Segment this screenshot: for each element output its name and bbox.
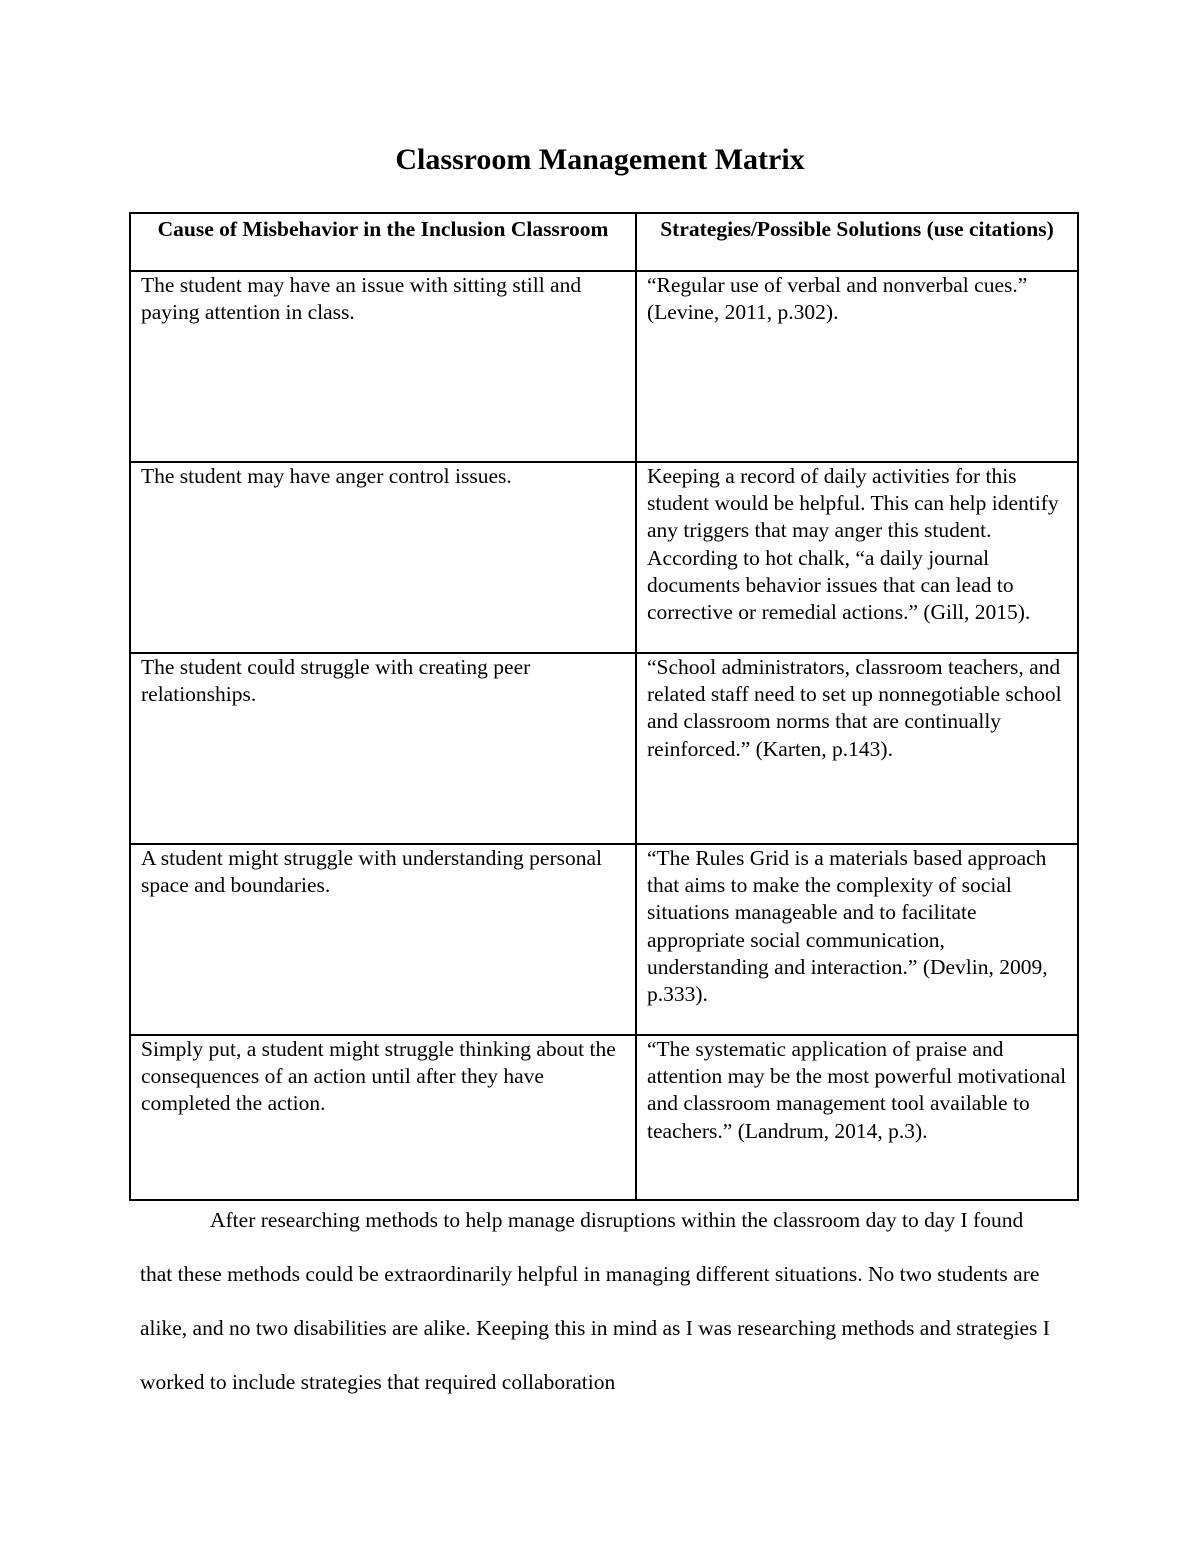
body-paragraph <box>140 1193 1060 1409</box>
table-row <box>130 844 1078 1035</box>
cause-cell: The student may have anger control issues. <box>130 462 636 653</box>
cause-cell: The student could struggle with creating peer relationships. <box>130 653 636 844</box>
strategy-cell: “School administrators, classroom teachers, and related staff need to set up nonnegotiable school and classroom norms that are continually reinforced.” (Karten, p.143). <box>636 653 1078 844</box>
cause-cell: A student might struggle with understanding personal space and boundaries. <box>130 844 636 1035</box>
cause-cell: Simply put, a student might struggle thinking about the consequences of an action until after they have completed the action. <box>130 1035 636 1200</box>
classroom-management-matrix <box>129 212 1079 1201</box>
table-header-row <box>130 213 1078 271</box>
strategy-cell: “The systematic application of praise and attention may be the most powerful motivational and classroom management tool available to teachers.” (Landrum, 2014, p.3). <box>636 1035 1078 1200</box>
header-strategies: Strategies/Possible Solutions (use citations) <box>636 213 1078 271</box>
page-title: Classroom Management Matrix <box>395 143 805 176</box>
header-cause: Cause of Misbehavior in the Inclusion Classroom <box>130 213 636 271</box>
table-row <box>130 1035 1078 1200</box>
table-row <box>130 462 1078 653</box>
table-row <box>130 271 1078 462</box>
strategy-cell: Keeping a record of daily activities for this student would be helpful. This can help identify any triggers that may anger this student. According to hot chalk, “a daily journal documents behavior issues that can lead to corrective or remedial actions.” (Gill, 2015). <box>636 462 1078 653</box>
table-row <box>130 653 1078 844</box>
strategy-cell: “The Rules Grid is a materials based approach that aims to make the complexity of social situations manageable and to facilitate appropriate social communication, understanding and interaction.” (Devlin, 2009, p.333). <box>636 844 1078 1035</box>
paragraph-text: After researching methods to help manage disruptions within the classroom day to day I found that these methods could be extraordinarily helpful in managing different situations. No two students are alike, and no two disabilities are alike. Keeping this in mind as I was researching methods and strategies I worked to include strategies that required collaboration <box>140 1208 1050 1394</box>
cause-cell: The student may have an issue with sitting still and paying attention in class. <box>130 271 636 462</box>
strategy-cell: “Regular use of verbal and nonverbal cues.” (Levine, 2011, p.302). <box>636 271 1078 462</box>
